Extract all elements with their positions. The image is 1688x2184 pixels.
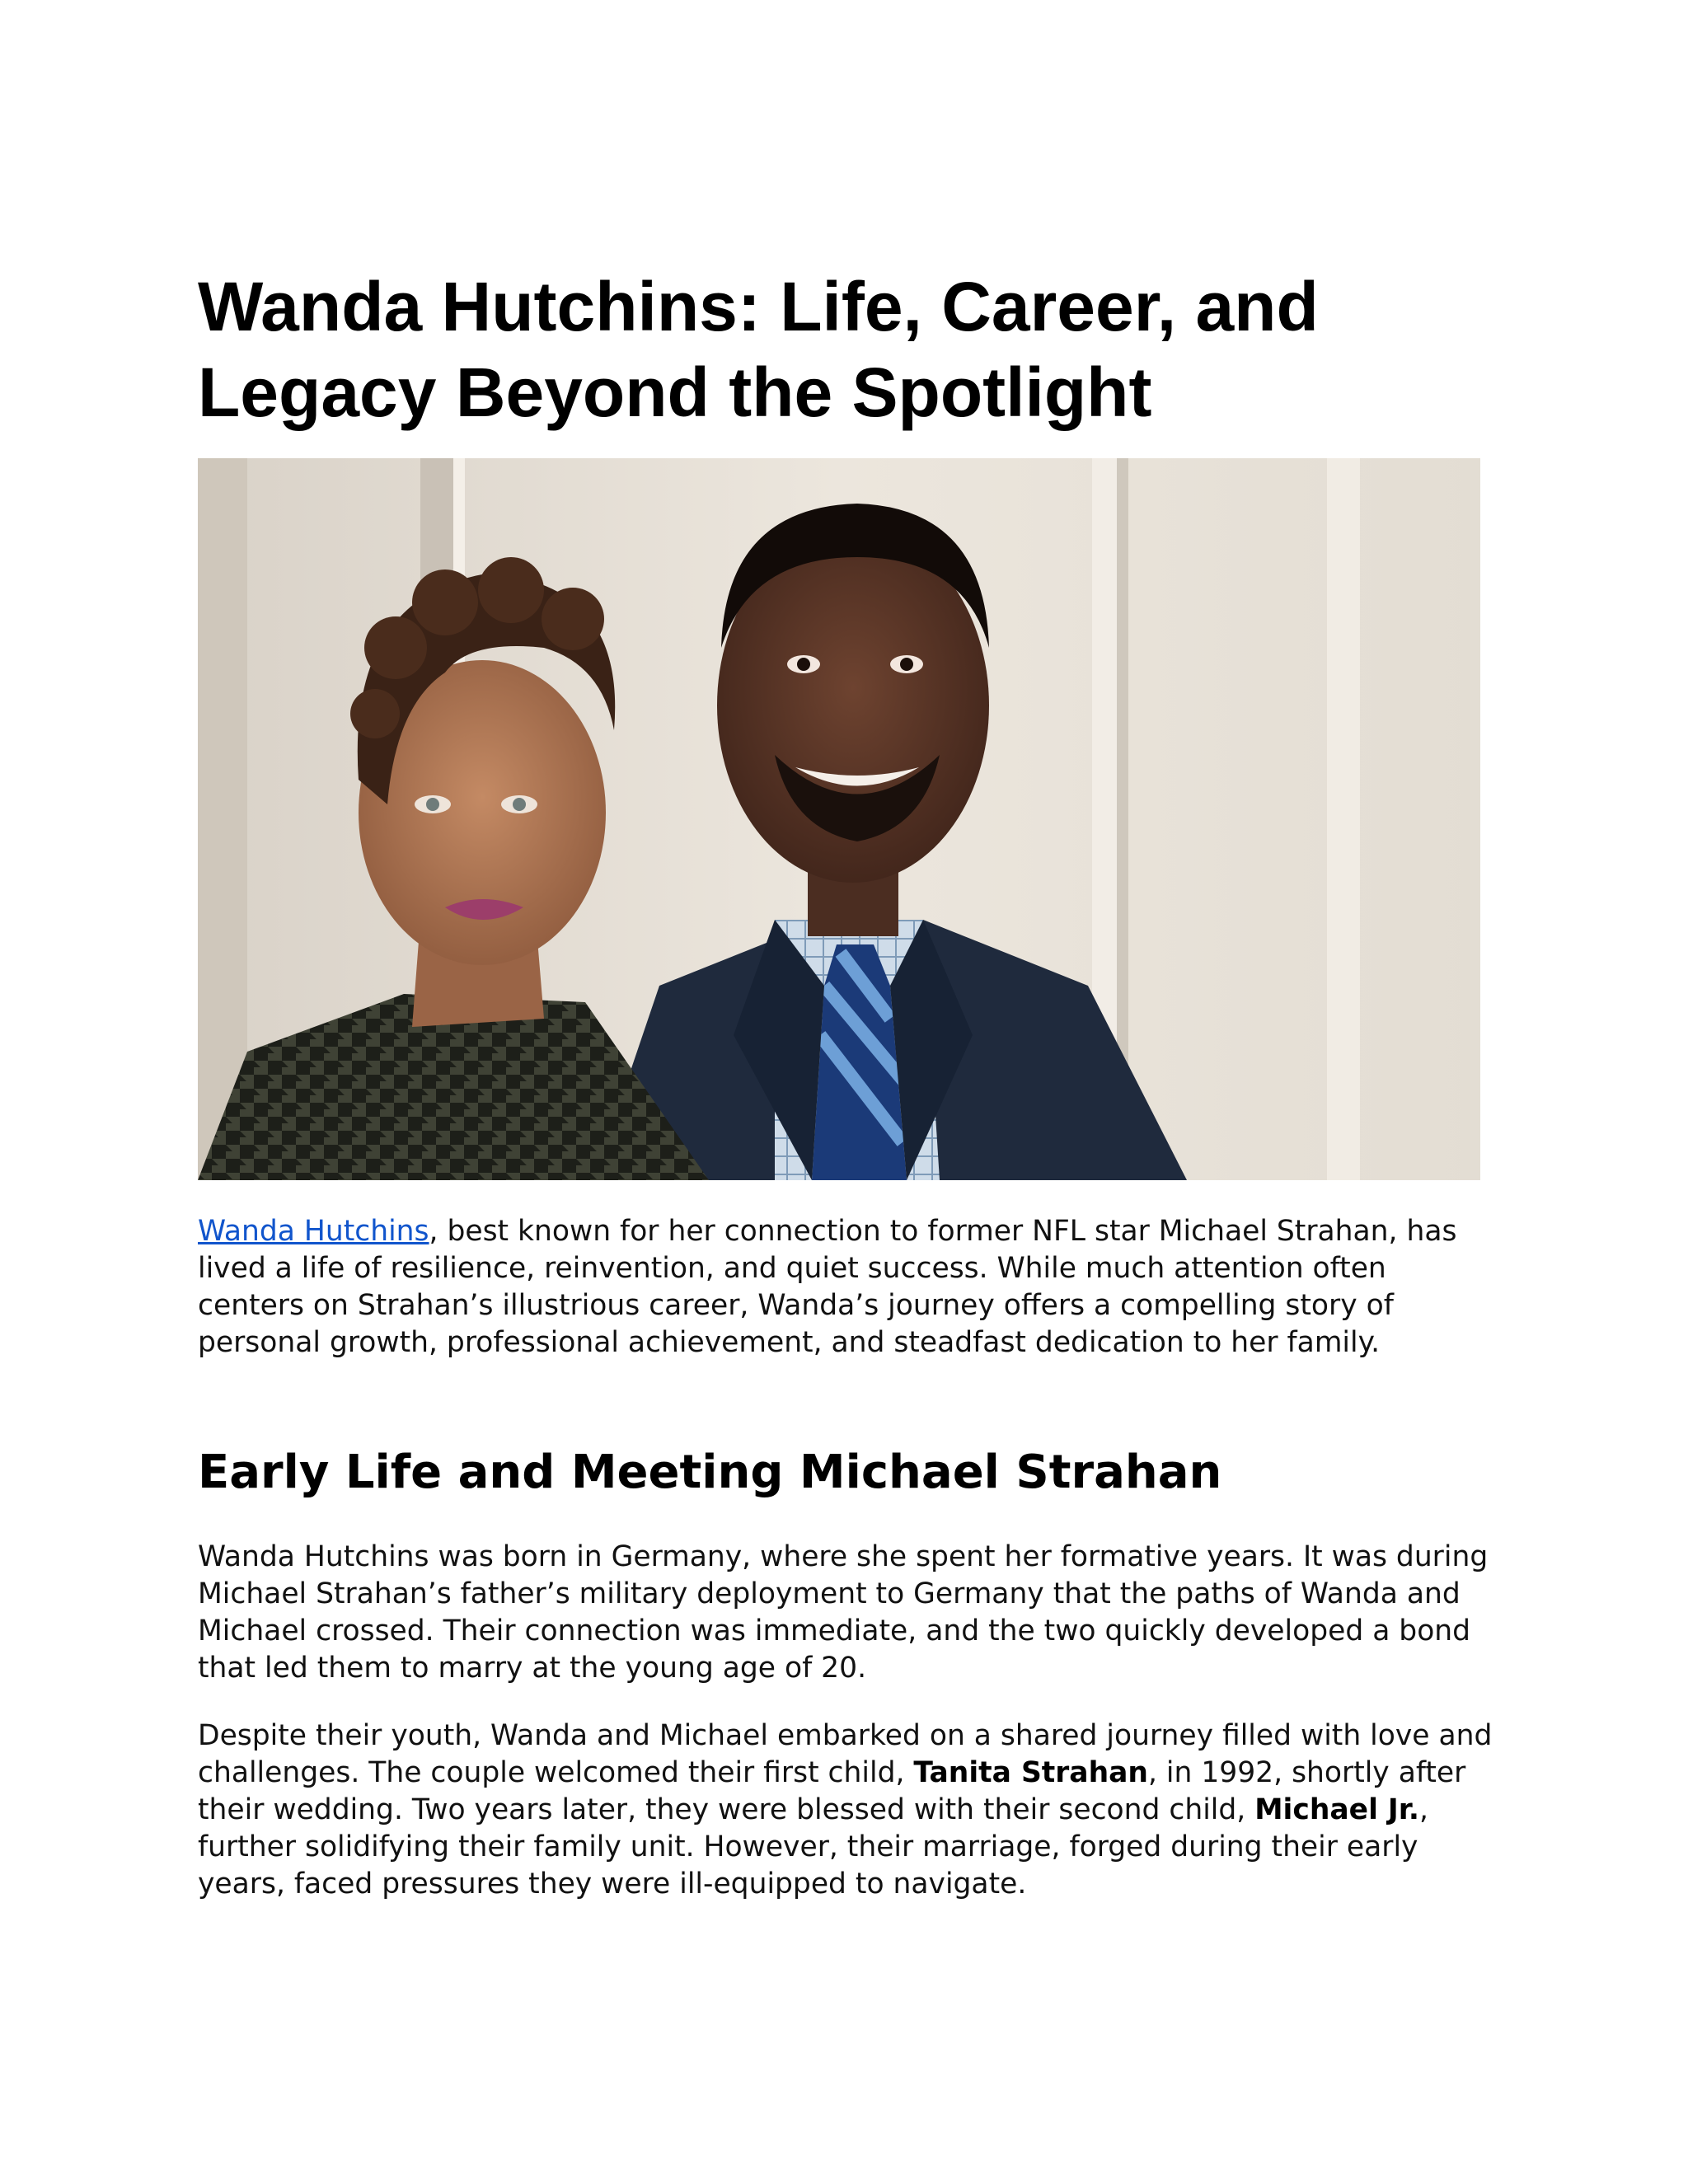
family-text-d: , further solidifying their family unit. However, their marriage, forged during their early years, faced pressures they were ill-equipped to navigate. bbox=[198, 1793, 1428, 1900]
family-text-a: Despite their youth, Wanda and Michael embarked on a shared journey filled with love and challenges. The couple welcomed their first child, bbox=[198, 1719, 1493, 1789]
michael-jr-name: Michael Jr. bbox=[1254, 1793, 1419, 1826]
article-title: Wanda Hutchins: Life, Career, and Legacy Beyond the Spotlight bbox=[198, 268, 1319, 431]
couple-portrait-photo bbox=[198, 458, 1480, 1180]
tanita-strahan-name: Tanita Strahan bbox=[913, 1756, 1148, 1789]
intro-paragraph bbox=[198, 1213, 1500, 1361]
intro-text: , best known for her connection to former NFL star Michael Strahan, has lived a life of resilience, reinvention, and quiet success. While much attention often centers on Strahan’s illustrious career, Wanda’s journey offers a compelling story of personal growth, professional achievement, and steadfast dedication to her family. bbox=[198, 1215, 1457, 1359]
wanda-hutchins-link[interactable]: Wanda Hutchins bbox=[198, 1215, 429, 1248]
early-life-paragraph: Wanda Hutchins was born in Germany, where she spent her formative years. It was during Michael Strahan’s father’s military deployment to Germany that the paths of Wanda and Michael crossed. Their connection was immediate, and the two quickly developed a bond that led them to marry at the young age of 20. bbox=[198, 1540, 1489, 1685]
family-text-c: , in 1992, shortly after their wedding. Two years later, they were blessed with their second child, bbox=[198, 1756, 1466, 1826]
section-heading-early-life: Early Life and Meeting Michael Strahan bbox=[198, 1446, 1222, 1499]
family-paragraph bbox=[198, 1718, 1500, 1903]
